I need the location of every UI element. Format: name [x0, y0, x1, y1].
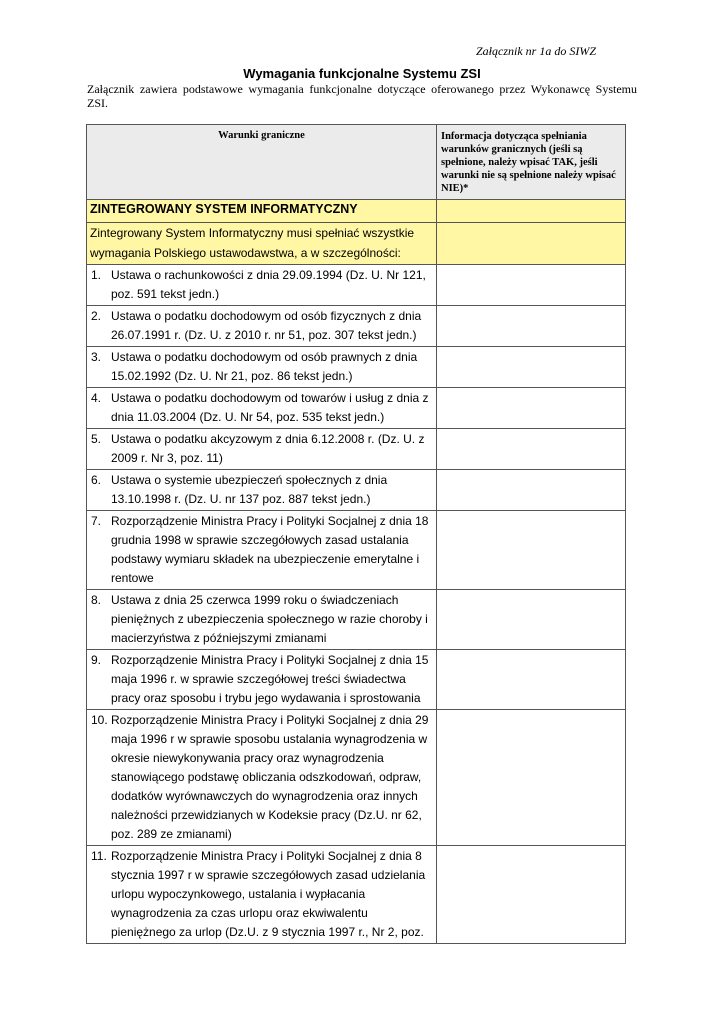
requirement-text: Ustawa o podatku akcyzowym z dnia 6.12.2008 r. (Dz. U. z 2009 r. Nr 3, poz. 11)	[111, 432, 425, 465]
requirement-text: Ustawa o podatku dochodowym od osób prawnych z dnia 15.02.1992 (Dz. U. Nr 21, poz. 86 tekst jedn.)	[111, 350, 418, 383]
requirement-text: Rozporządzenie Ministra Pracy i Polityki Socjalnej z dnia 15 maja 1996 r. w sprawie szczegółowej treści świadectwa pracy oraz sposobu i trybu jego wydawania i sprostowania	[111, 653, 429, 705]
requirement-number: 3.	[91, 350, 102, 364]
table-row	[87, 470, 626, 511]
column-header-conditions: Warunki graniczne	[87, 125, 437, 200]
requirement-number: 9.	[91, 653, 102, 667]
requirement-text: Rozporządzenie Ministra Pracy i Polityki Socjalnej z dnia 29 maja 1996 r w sprawie sposobu ustalania wynagrodzenia w okresie niewykonywania pracy oraz wynagrodzenia stanowiącego podstawę obliczania odszkodowań, odpraw, dodatków wyrównawczych do wynagrodzenia oraz innych należności przewidzianych w Kodeksie pracy (Dz.U. nr 62, poz. 289 ze zmianami)	[111, 713, 429, 841]
compliance-answer-cell[interactable]	[437, 470, 626, 511]
table-row	[87, 590, 626, 650]
requirement-text: Ustawa o podatku dochodowym od towarów i usług z dnia z dnia 11.03.2004 (Dz. U. Nr 54, poz. 535 tekst jedn.)	[111, 391, 429, 424]
requirement-text: Ustawa o systemie ubezpieczeń społecznych z dnia 13.10.1998 r. (Dz. U. nr 137 poz. 887 tekst jedn.)	[111, 473, 388, 506]
compliance-answer-cell[interactable]	[437, 846, 626, 944]
section-intro-answer-cell[interactable]	[437, 223, 626, 265]
section-header-row	[87, 200, 626, 223]
compliance-answer-cell[interactable]	[437, 511, 626, 590]
table-row	[87, 347, 626, 388]
table-row	[87, 388, 626, 429]
requirement-number: 6.	[91, 473, 102, 487]
table-row	[87, 650, 626, 710]
section-intro-text: Zintegrowany System Informatyczny musi spełniać wszystkie wymagania Polskiego ustawodawstwa, a w szczególności:	[87, 223, 437, 265]
compliance-answer-cell[interactable]	[437, 306, 626, 347]
compliance-answer-cell[interactable]	[437, 650, 626, 710]
requirement-number: 5.	[91, 432, 102, 446]
requirement-cell	[87, 846, 437, 944]
compliance-answer-cell[interactable]	[437, 347, 626, 388]
intro-paragraph: Załącznik zawiera podstawowe wymagania funkcjonalne dotyczące oferowanego przez Wykonawcę Systemu ZSI.	[87, 82, 637, 110]
section-title: ZINTEGROWANY SYSTEM INFORMATYCZNY	[87, 200, 437, 223]
requirement-cell	[87, 306, 437, 347]
column-header-compliance: Informacja dotycząca spełniania warunków granicznych (jeśli są spełnione, należy wpisać TAK, jeśli warunki nie są spełnione należy wpisać NIE)*	[437, 125, 626, 200]
requirement-cell	[87, 347, 437, 388]
requirement-cell	[87, 429, 437, 470]
requirement-number: 4.	[91, 391, 102, 405]
requirement-number: 1.	[91, 268, 102, 282]
requirement-cell	[87, 590, 437, 650]
requirement-cell	[87, 511, 437, 590]
requirement-cell	[87, 470, 437, 511]
requirement-text: Ustawa z dnia 25 czerwca 1999 roku o świadczeniach pieniężnych z ubezpieczenia społecznego w razie choroby i macierzyństwa z późniejszymi zmianami	[111, 593, 428, 645]
requirements-table	[86, 124, 626, 944]
table-header-row	[87, 125, 626, 200]
requirement-number: 7.	[91, 514, 102, 528]
compliance-answer-cell[interactable]	[437, 429, 626, 470]
section-title-answer-cell[interactable]	[437, 200, 626, 223]
requirement-cell	[87, 388, 437, 429]
requirement-number: 10.	[91, 713, 108, 727]
compliance-answer-cell[interactable]	[437, 710, 626, 846]
requirement-cell	[87, 710, 437, 846]
requirement-text: Rozporządzenie Ministra Pracy i Polityki Socjalnej z dnia 18 grudnia 1998 w sprawie szczegółowych zasad ustalania podstawy wymiaru składek na ubezpieczenie emerytalne i rentowe	[111, 514, 429, 585]
requirement-number: 11.	[91, 849, 107, 863]
compliance-answer-cell[interactable]	[437, 265, 626, 306]
table-row	[87, 710, 626, 846]
table-row	[87, 429, 626, 470]
table-row	[87, 511, 626, 590]
requirement-text: Rozporządzenie Ministra Pracy i Polityki Socjalnej z dnia 8 stycznia 1997 r w sprawie szczegółowych zasad udzielania urlopu wypoczynkowego, ustalania i wypłacania wynagrodzenia za czas urlopu oraz ekwiwalentu pieniężnego za urlop (Dz.U. z 9 stycznia 1997 r., Nr 2, poz.	[111, 849, 426, 939]
document-title: Wymagania funkcjonalne Systemu ZSI	[243, 66, 481, 81]
table-row	[87, 265, 626, 306]
requirement-number: 8.	[91, 593, 102, 607]
compliance-answer-cell[interactable]	[437, 388, 626, 429]
requirement-cell	[87, 265, 437, 306]
table-row	[87, 846, 626, 944]
table-row	[87, 306, 626, 347]
requirement-cell	[87, 650, 437, 710]
requirement-text: Ustawa o podatku dochodowym od osób fizycznych z dnia 26.07.1991 r. (Dz. U. z 2010 r. nr 51, poz. 307 tekst jedn.)	[111, 309, 422, 342]
annex-label: Załącznik nr 1a do SIWZ	[476, 44, 596, 58]
compliance-answer-cell[interactable]	[437, 590, 626, 650]
requirement-text: Ustawa o rachunkowości z dnia 29.09.1994 (Dz. U. Nr 121, poz. 591 tekst jedn.)	[111, 268, 426, 301]
section-intro-row	[87, 223, 626, 265]
requirement-number: 2.	[91, 309, 102, 323]
